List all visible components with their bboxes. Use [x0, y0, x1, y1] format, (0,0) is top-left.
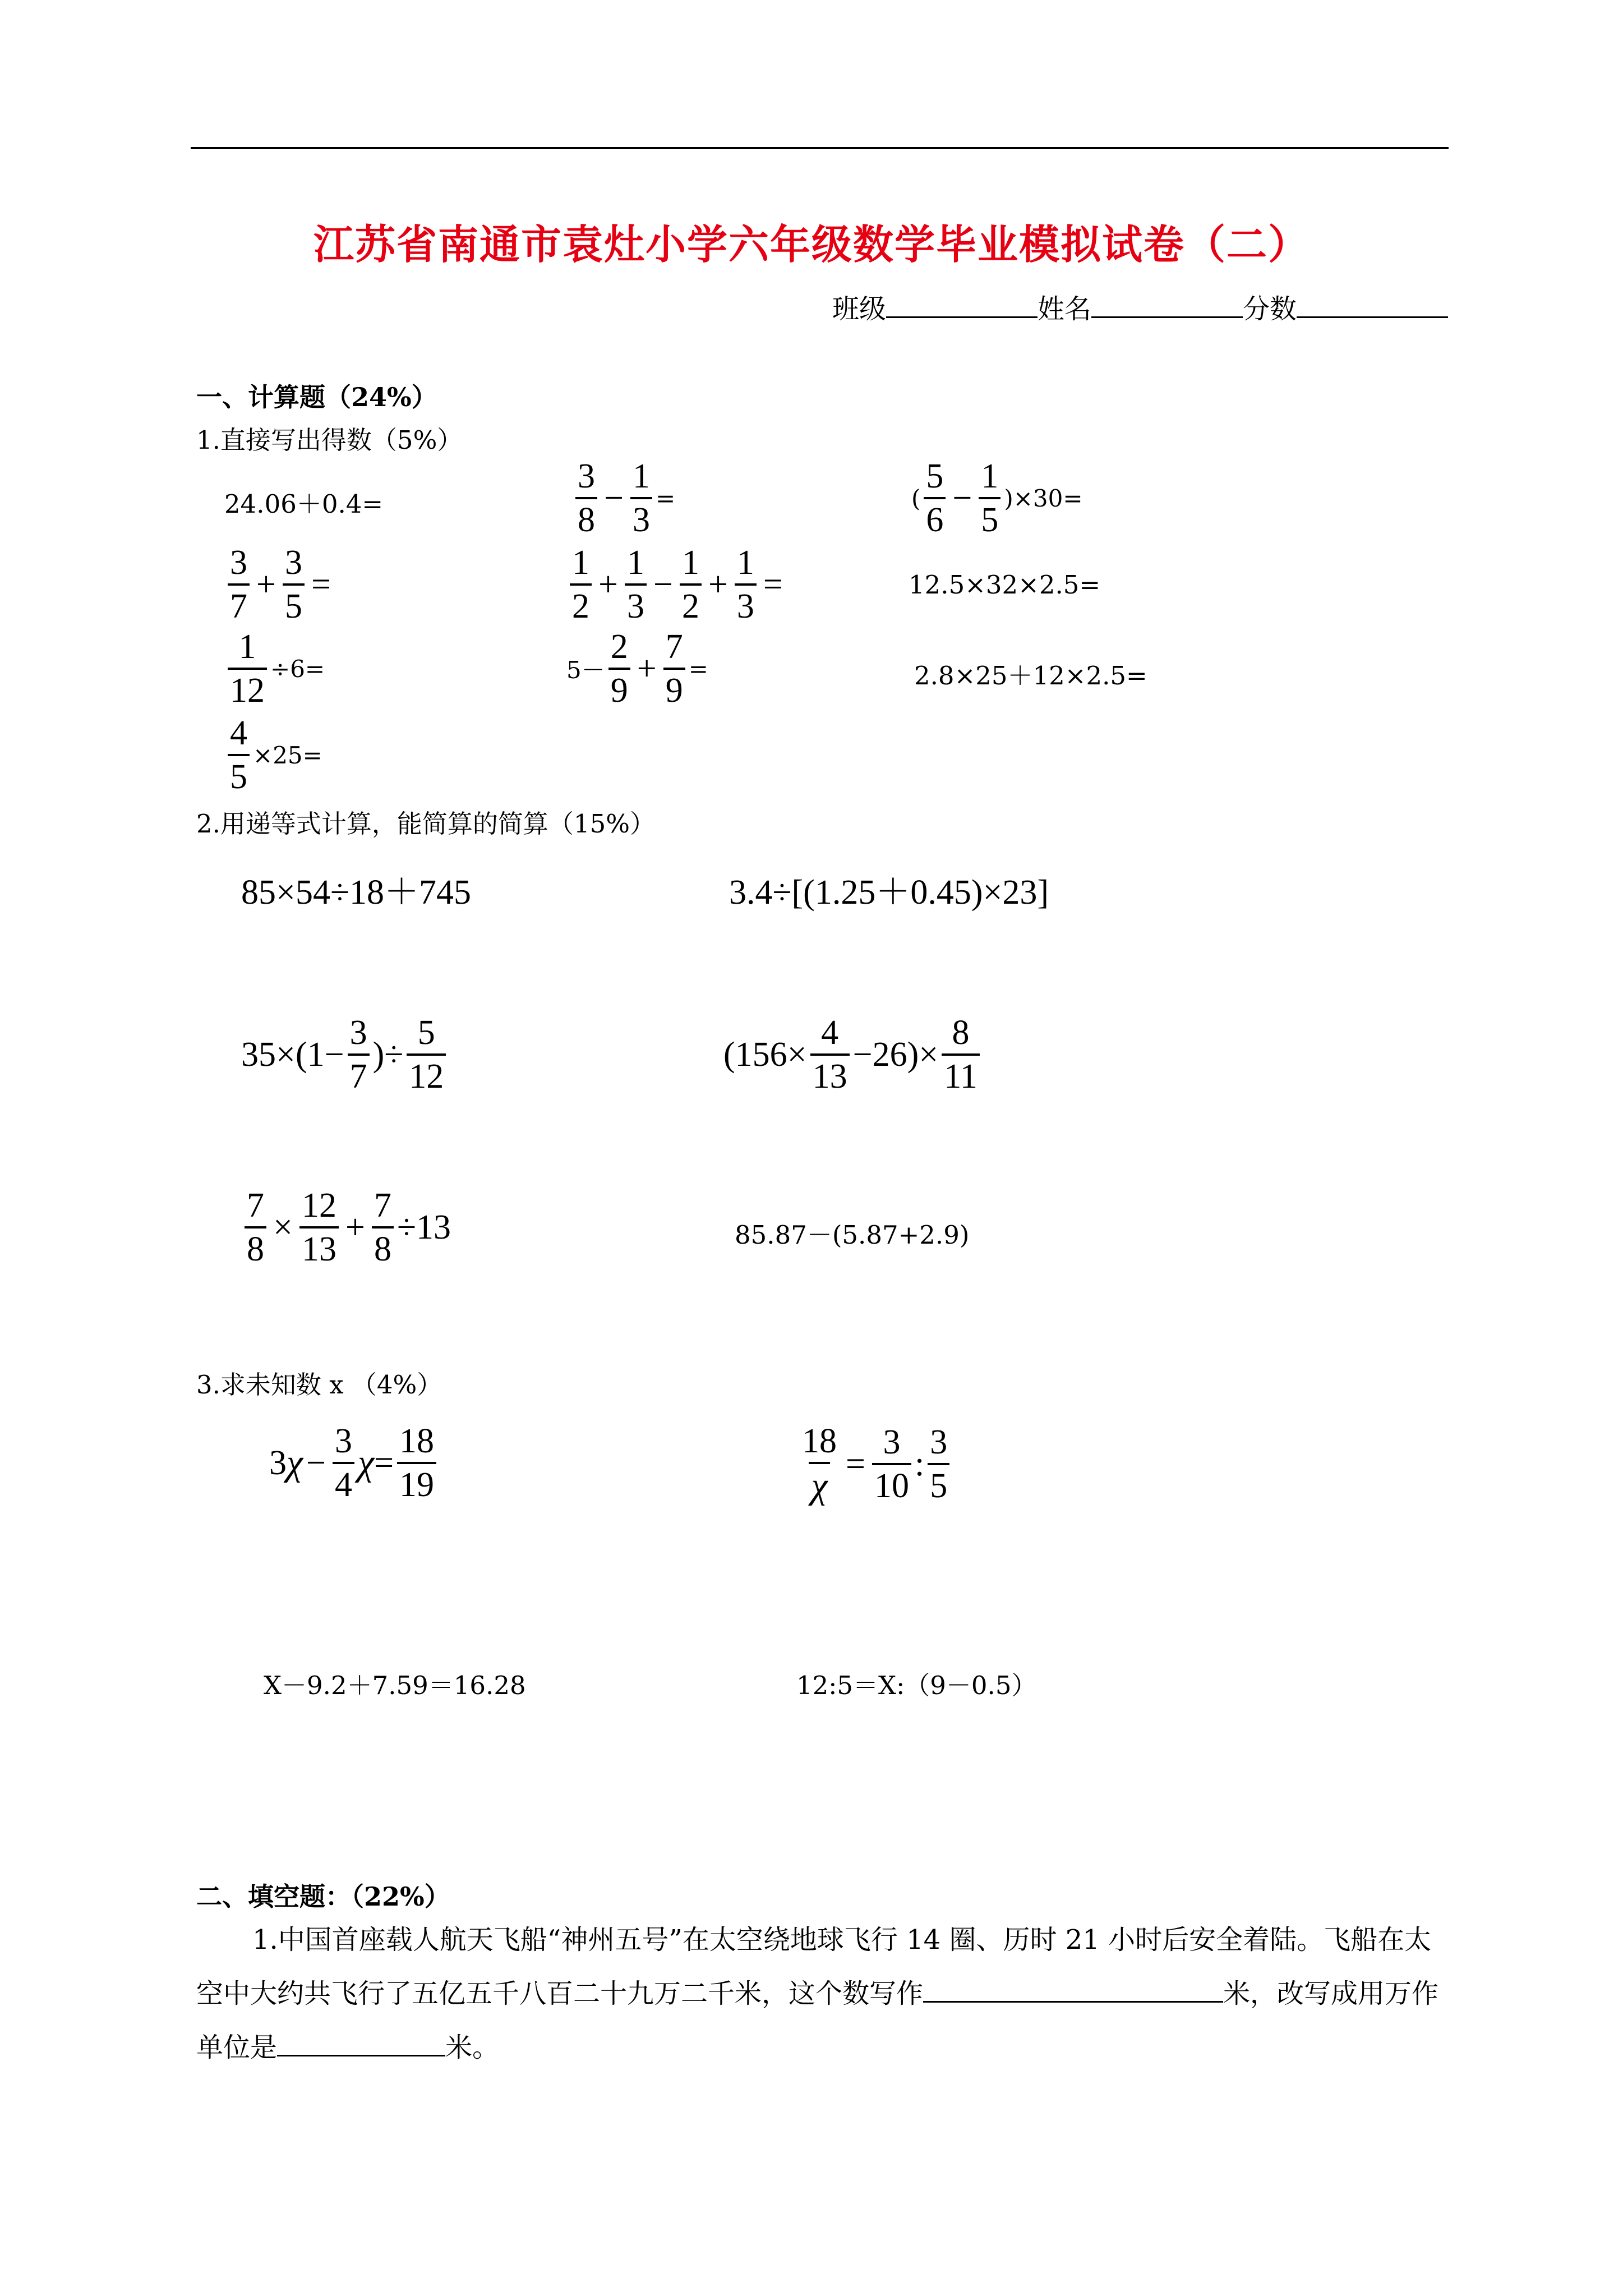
q3-equation-2: $\frac{18}{\chi}$ = $\frac{3}{10}$ : $\frac{3}{5}$ — [796, 1424, 953, 1504]
fraction: $\frac{3}{10}$ — [872, 1425, 911, 1503]
q3-equation-4: 12:5＝X:（9－0.5） — [796, 1671, 1037, 1700]
fraction: $\frac{1}{3}$ — [630, 459, 652, 537]
fraction: $\frac{1}{2}$ — [570, 545, 592, 624]
q1-heading: 1.直接写出得数（5%） — [196, 425, 463, 455]
fraction: $\frac{3}{5}$ — [283, 545, 305, 624]
q2-expr-5: $\frac{7}{8}$ × $\frac{12}{13}$ + $\frac{7}{8}$ ÷13 — [241, 1188, 451, 1267]
fraction: $\frac{3}{8}$ — [575, 459, 597, 537]
fraction: $\frac{1}{5}$ — [979, 459, 1000, 537]
page-title: 江苏省南通市袁灶小学六年级数学毕业模拟试卷（二） — [313, 220, 1310, 268]
section1-heading: 一、计算题（24%） — [196, 382, 437, 412]
fraction: $\frac{18}{19}$ — [397, 1424, 436, 1502]
q3-equation-3: X－9.2＋7.59＝16.28 — [264, 1671, 526, 1700]
score-blank[interactable] — [1297, 294, 1448, 318]
fraction: $\frac{18}{\chi}$ — [802, 1422, 837, 1506]
q2-expr-2: 3.4÷[(1.25＋0.45)×23] — [729, 873, 1049, 912]
fraction: $\frac{12}{13}$ — [299, 1188, 339, 1267]
fraction: $\frac{1}{3}$ — [735, 545, 757, 624]
q1-item-2: $\frac{3}{8}$ − $\frac{1}{3}$ = — [572, 459, 675, 537]
name-blank[interactable] — [1091, 294, 1243, 318]
q1-item-8: 5－ $\frac{2}{9}$ + $\frac{7}{9}$ = — [566, 628, 708, 710]
fraction: $\frac{8}{11}$ — [942, 1015, 980, 1094]
fraction: $\frac{5}{12}$ — [407, 1015, 446, 1094]
q2-expr-3: 35×(1− $\frac{3}{7}$ )÷ $\frac{5}{12}$ — [241, 1015, 449, 1094]
q1-item-10: $\frac{4}{5}$ ×25= — [224, 716, 322, 794]
q2-expr-6: 85.87－(5.87+2.9) — [735, 1220, 970, 1250]
fraction: $\frac{7}{8}$ — [372, 1188, 394, 1267]
fraction: $\frac{4}{5}$ — [228, 716, 250, 794]
q1-item-3: ( $\frac{5}{6}$ − $\frac{1}{5}$ )×30= — [911, 457, 1083, 539]
student-info — [832, 287, 1448, 326]
class-label: 班级 — [832, 293, 886, 325]
fraction: $\frac{1}{12}$ — [228, 629, 267, 708]
answer-blank-1[interactable] — [923, 1972, 1223, 2003]
fraction: $\frac{4}{13}$ — [810, 1015, 850, 1094]
fraction: $\frac{7}{8}$ — [245, 1188, 266, 1267]
q1-item-4: $\frac{3}{7}$ + $\frac{3}{5}$ = — [224, 545, 334, 624]
fraction: $\frac{3}{4}$ — [333, 1424, 354, 1502]
answer-blank-2[interactable] — [277, 2026, 445, 2056]
q1-item-9: 2.8×25＋12×2.5= — [914, 661, 1147, 691]
q2-heading: 2.用递等式计算，能简算的简算（15%） — [196, 809, 655, 839]
q1-item-5: $\frac{1}{2}$ + $\frac{1}{3}$ − $\frac{1}{2}$ + $\frac{1}{3}$ = — [566, 545, 786, 624]
name-label: 姓名 — [1037, 293, 1091, 325]
fraction: $\frac{7}{9}$ — [663, 629, 685, 708]
q2-expr-4: (156× $\frac{4}{13}$ −26)× $\frac{8}{11}$ — [723, 1015, 983, 1094]
q1-item-7: $\frac{1}{12}$ ÷6= — [224, 629, 325, 708]
fraction: $\frac{5}{6}$ — [924, 459, 946, 537]
fraction: $\frac{2}{9}$ — [608, 629, 630, 708]
q3-heading: 3.求未知数 x （4%） — [196, 1370, 442, 1400]
q1-item-1: 24.06＋0.4= — [224, 489, 384, 519]
fraction: $\frac{1}{2}$ — [680, 545, 702, 624]
header-rule — [191, 147, 1449, 149]
fraction: $\frac{3}{7}$ — [228, 545, 250, 624]
section2-heading: 二、填空题：（22%） — [196, 1881, 450, 1912]
fraction: $\frac{1}{3}$ — [625, 545, 647, 624]
q1-item-6: 12.5×32×2.5= — [909, 570, 1101, 600]
q3-equation-1: 3 χ − $\frac{3}{4}$ χ = $\frac{18}{19}$ — [269, 1424, 440, 1502]
fraction: $\frac{3}{7}$ — [348, 1015, 370, 1094]
section2-q1: 1.中国首座载人航天飞船“神州五号”在太空绕地球飞行 14 圈、历时 21 小时后安全着陆。飞船在太空中大约共飞行了五亿五千八百二十九万二千米，这个数写作 米，改写成用万作单位是 米。 — [196, 1924, 1439, 2063]
fraction: $\frac{3}{5}$ — [928, 1425, 949, 1503]
class-blank[interactable] — [886, 294, 1038, 318]
q2-expr-1: 85×54÷18＋745 — [241, 873, 471, 912]
score-label: 分数 — [1242, 293, 1297, 325]
